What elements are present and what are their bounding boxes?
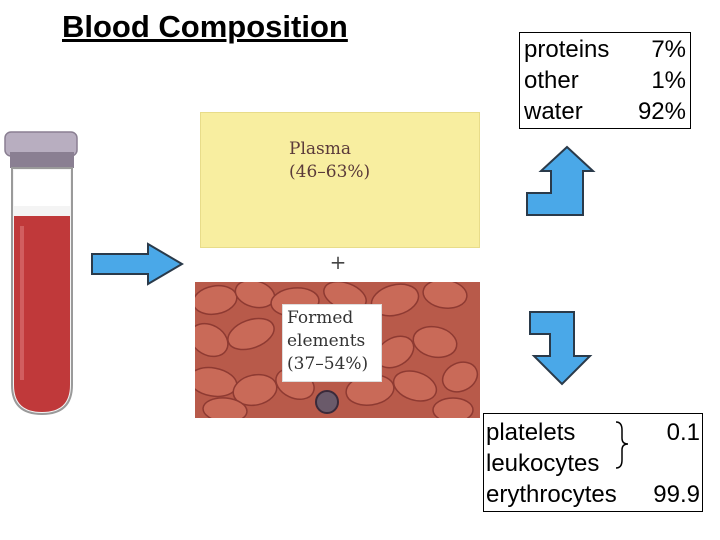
- slide-title: Blood Composition: [62, 9, 348, 44]
- arrow-up-icon: [525, 145, 597, 217]
- formed-elements-composition-box: [483, 413, 703, 512]
- plasma-label-line: (46–63%): [289, 162, 371, 182]
- formed-component-row: [486, 479, 700, 510]
- component-percent: 7%: [651, 36, 686, 63]
- plasma-label: [289, 138, 399, 184]
- plasma-component-row: [524, 35, 686, 64]
- component-name: platelets: [486, 419, 576, 446]
- component-name: erythrocytes: [486, 481, 617, 508]
- plasma-composition-box: [519, 32, 691, 129]
- component-name: water: [524, 98, 583, 125]
- formed-component-row: [486, 417, 700, 448]
- plasma-label-line: Plasma: [289, 139, 351, 159]
- component-percent: 92%: [637, 98, 686, 125]
- formed-label-line: (37–54%): [287, 354, 369, 374]
- formed-elements-label: [287, 307, 379, 376]
- component-name: other: [524, 67, 579, 94]
- formed-label-line: elements: [287, 331, 366, 351]
- blood-test-tube-icon: [0, 130, 90, 420]
- component-percent: 0.1: [666, 419, 700, 446]
- plus-sign: +: [329, 250, 347, 274]
- component-percent: 99.9: [653, 481, 700, 508]
- component-percent: 1%: [651, 67, 686, 94]
- plasma-component-row: [524, 97, 686, 126]
- brace-icon: [612, 418, 642, 470]
- plasma-component-row: [524, 66, 686, 95]
- component-name: leukocytes: [486, 450, 600, 477]
- arrow-right-icon: [90, 242, 185, 286]
- formed-component-row: [486, 448, 700, 479]
- red-blood-cell: [433, 398, 473, 418]
- arrow-down-icon: [528, 310, 598, 386]
- formed-label-line: Formed: [287, 308, 354, 328]
- component-name: proteins: [524, 36, 610, 63]
